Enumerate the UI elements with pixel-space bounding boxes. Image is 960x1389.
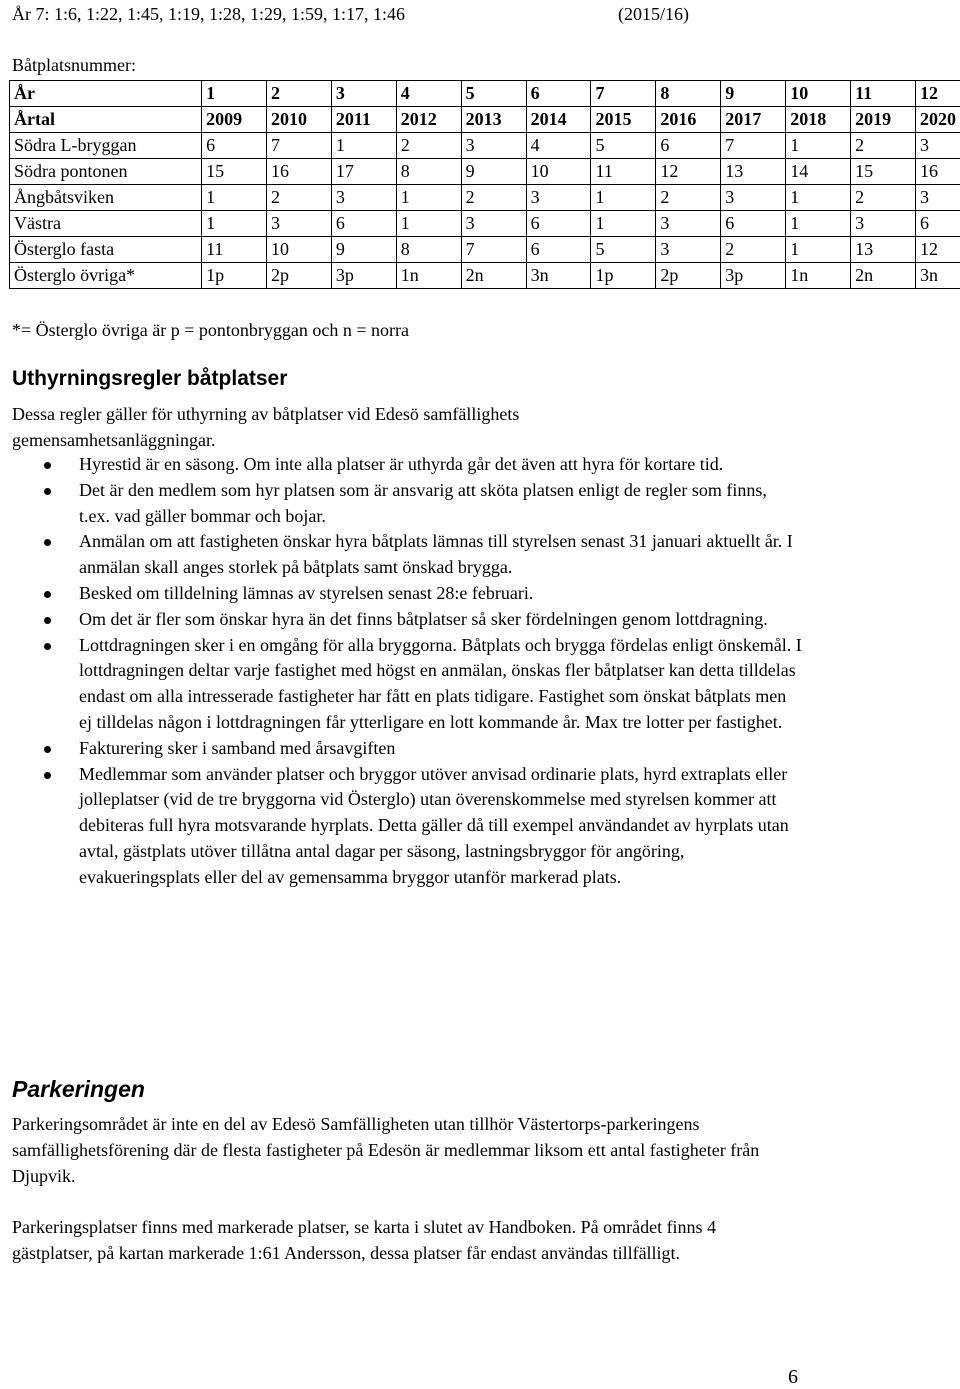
- table-row: [10, 211, 960, 237]
- table-cell: 4: [526, 133, 591, 159]
- table-cell: 10: [786, 81, 851, 107]
- table-cell: 1: [396, 185, 461, 211]
- table-cell: 1: [786, 185, 851, 211]
- row-label: Årtal: [10, 107, 202, 133]
- berth-table: [9, 80, 960, 289]
- row-label: Österglo övriga*: [10, 263, 202, 289]
- table-cell: 2015: [591, 107, 656, 133]
- table-cell: 3: [656, 211, 721, 237]
- table-cell: 15: [851, 159, 916, 185]
- table-cell: 8: [656, 81, 721, 107]
- bullet-icon: [44, 772, 51, 779]
- table-cell: 3p: [331, 263, 396, 289]
- row-label: Södra pontonen: [10, 159, 202, 185]
- table-cell: 6: [526, 211, 591, 237]
- table-cell: 1: [202, 185, 267, 211]
- table-cell: 2p: [656, 263, 721, 289]
- table-cell: 2012: [396, 107, 461, 133]
- table-cell: 11: [851, 81, 916, 107]
- row-label: Ångbåtsviken: [10, 185, 202, 211]
- table-cell: 5: [591, 133, 656, 159]
- table-cell: 1: [591, 185, 656, 211]
- table-row: [10, 237, 960, 263]
- rule-text: Om det är fler som önskar hyra än det finns båtplatser så sker fördelningen genom lottdragning.: [79, 609, 768, 629]
- table-cell: 16: [266, 159, 331, 185]
- table-cell: 2011: [331, 107, 396, 133]
- table-cell: 2: [721, 237, 786, 263]
- table-cell: 1n: [786, 263, 851, 289]
- table-cell: 1: [786, 133, 851, 159]
- table-cell: 7: [461, 237, 526, 263]
- table-cell: 7: [266, 133, 331, 159]
- table-cell: 2014: [526, 107, 591, 133]
- table-row: [10, 81, 960, 107]
- table-cell: 12: [656, 159, 721, 185]
- table-row: [10, 263, 960, 289]
- table-cell: 6: [202, 133, 267, 159]
- bullet-icon: [44, 539, 51, 546]
- rules-intro: Dessa regler gäller för uthyrning av båtplatser vid Edesö samfällighets gemensamhetsanläggningar.: [12, 401, 672, 453]
- table-cell: 9: [331, 237, 396, 263]
- table-cell: 8: [396, 237, 461, 263]
- list-item: [12, 478, 802, 530]
- table-cell: 2: [656, 185, 721, 211]
- table-cell: 11: [202, 237, 267, 263]
- table-cell: 3: [331, 81, 396, 107]
- table-cell: 2018: [786, 107, 851, 133]
- table-cell: 2010: [266, 107, 331, 133]
- table-cell: 3: [851, 211, 916, 237]
- table-cell: 6: [526, 81, 591, 107]
- bullet-icon: [44, 643, 51, 650]
- table-cell: 1: [786, 211, 851, 237]
- rule-text: Besked om tilldelning lämnas av styrelsen senast 28:e februari.: [79, 583, 533, 603]
- table-cell: 6: [331, 211, 396, 237]
- table-cell: 3: [526, 185, 591, 211]
- table-row: [10, 185, 960, 211]
- table-cell: 6: [656, 133, 721, 159]
- table-cell: 3: [721, 185, 786, 211]
- table-cell: 1: [396, 211, 461, 237]
- table-cell: 3: [656, 237, 721, 263]
- table-cell: 8: [396, 159, 461, 185]
- table-cell: 2013: [461, 107, 526, 133]
- rules-heading: Uthyrningsregler båtplatser: [12, 367, 287, 391]
- rule-text: Fakturering sker i samband med årsavgiften: [79, 738, 395, 758]
- table-cell: 3n: [526, 263, 591, 289]
- table-row: [10, 133, 960, 159]
- table-cell: 11: [591, 159, 656, 185]
- table-caption: Båtplatsnummer:: [12, 55, 136, 76]
- parking-paragraph-2: Parkeringsplatser finns med markerade platser, se karta i slutet av Handboken. På området finns 4 gästplatser, på kartan markerade 1:61 Andersson, dessa platser får endast användas tillfälligt.: [12, 1214, 782, 1266]
- table-cell: 1: [786, 237, 851, 263]
- list-item: [12, 581, 802, 607]
- parking-heading: Parkeringen: [12, 1076, 145, 1103]
- table-cell: 2: [461, 185, 526, 211]
- table-cell: 10: [526, 159, 591, 185]
- table-cell: 2: [396, 133, 461, 159]
- table-cell: 1: [202, 81, 267, 107]
- table-cell: 1: [202, 211, 267, 237]
- list-item: [12, 529, 802, 581]
- table-cell: 3n: [916, 263, 960, 289]
- rule-text: Det är den medlem som hyr platsen som är ansvarig att sköta platsen enligt de regler som finns, t.ex. vad gäller bommar och bojar.: [79, 480, 767, 526]
- table-cell: 14: [786, 159, 851, 185]
- table-cell: 9: [461, 159, 526, 185]
- list-item: [12, 452, 802, 478]
- table-cell: 2: [266, 81, 331, 107]
- table-cell: 3: [916, 133, 960, 159]
- table-cell: 2019: [851, 107, 916, 133]
- table-cell: 2: [851, 133, 916, 159]
- table-cell: 2p: [266, 263, 331, 289]
- table-cell: 2016: [656, 107, 721, 133]
- table-cell: 12: [916, 237, 960, 263]
- row-label: År: [10, 81, 202, 107]
- year-assignment-text: År 7: 1:6, 1:22, 1:45, 1:19, 1:28, 1:29, 1:59, 1:17, 1:46: [12, 4, 405, 24]
- table-cell: 1: [591, 211, 656, 237]
- rule-text: Medlemmar som använder platser och bryggor utöver anvisad ordinarie plats, hyrd extraplats eller jolleplatser (vid de tre bryggorna vid Österglo) utan överenskommelse med styrelsen kommer att debiteras full hyra motsvarande hyrplats. Detta gäller då till exempel användandet av hyrplats utan avtal, gästplats utöver tillåtna antal dagar per säsong, lastningsbryggor för angöring, evakueringsplats eller del av gemensamma bryggor utanför markerad plats.: [79, 764, 789, 887]
- table-cell: 13: [851, 237, 916, 263]
- list-item: [12, 762, 802, 891]
- table-cell: 12: [916, 81, 960, 107]
- table-cell: 1: [331, 133, 396, 159]
- table-cell: 4: [396, 81, 461, 107]
- parking-paragraph-1: Parkeringsområdet är inte en del av Edesö Samfälligheten utan tillhör Västertorps-parkeringens samfällighetsförening där de flesta fastigheter på Edesön är medlemmar liksom ett antal fastigheter från Djupvik.: [12, 1111, 782, 1189]
- table-cell: 5: [461, 81, 526, 107]
- table-footnote: *= Österglo övriga är p = pontonbryggan och n = norra: [12, 320, 409, 341]
- table-cell: 5: [591, 237, 656, 263]
- bullet-icon: [44, 617, 51, 624]
- table-cell: 6: [721, 211, 786, 237]
- rules-list: [12, 452, 802, 891]
- table-cell: 17: [331, 159, 396, 185]
- table-cell: 16: [916, 159, 960, 185]
- year-line: [12, 4, 405, 25]
- table-cell: 1p: [202, 263, 267, 289]
- row-label: Västra: [10, 211, 202, 237]
- table-cell: 2009: [202, 107, 267, 133]
- table-cell: 2: [266, 185, 331, 211]
- bullet-icon: [44, 488, 51, 495]
- row-label: Österglo fasta: [10, 237, 202, 263]
- table-cell: 9: [721, 81, 786, 107]
- table-cell: 3: [266, 211, 331, 237]
- rule-text: Anmälan om att fastigheten önskar hyra båtplats lämnas till styrelsen senast 31 januari aktuellt år. I anmälan skall anges storlek på båtplats samt önskad brygga.: [79, 531, 793, 577]
- table-cell: 2017: [721, 107, 786, 133]
- table-cell: 10: [266, 237, 331, 263]
- table-row: [10, 107, 960, 133]
- table-cell: 7: [721, 133, 786, 159]
- table-cell: 3: [916, 185, 960, 211]
- bullet-icon: [44, 591, 51, 598]
- table-cell: 7: [591, 81, 656, 107]
- table-cell: 3: [331, 185, 396, 211]
- list-item: [12, 607, 802, 633]
- list-item: [12, 736, 802, 762]
- season-text: (2015/16): [618, 4, 689, 25]
- table-cell: 2: [851, 185, 916, 211]
- table-cell: 2n: [851, 263, 916, 289]
- table-cell: 15: [202, 159, 267, 185]
- table-cell: 2020: [916, 107, 960, 133]
- table-cell: 1n: [396, 263, 461, 289]
- table-cell: 1p: [591, 263, 656, 289]
- table-cell: 13: [721, 159, 786, 185]
- bullet-icon: [44, 462, 51, 469]
- row-label: Södra L-bryggan: [10, 133, 202, 159]
- bullet-icon: [44, 746, 51, 753]
- rule-text: Lottdragningen sker i en omgång för alla bryggorna. Båtplats och brygga fördelas enligt önskemål. I lottdragningen deltar varje fastighet med högst en anmälan, önskas fler båtplatser kan detta tilldelas endast om alla intresserade fastigheter har fått en plats tidigare. Fastighet som önskat båtplats men ej tilldelas någon i lottdragningen får ytterligare en lott kommande år. Max tre lotter per fastighet.: [79, 635, 802, 732]
- page-number: 6: [788, 1366, 798, 1389]
- table-cell: 6: [526, 237, 591, 263]
- table-cell: 3: [461, 133, 526, 159]
- table-row: [10, 159, 960, 185]
- list-item: [12, 633, 802, 736]
- table-cell: 3p: [721, 263, 786, 289]
- table-cell: 2n: [461, 263, 526, 289]
- table-cell: 6: [916, 211, 960, 237]
- rule-text: Hyrestid är en säsong. Om inte alla platser är uthyrda går det även att hyra för kortare tid.: [79, 454, 723, 474]
- table-cell: 3: [461, 211, 526, 237]
